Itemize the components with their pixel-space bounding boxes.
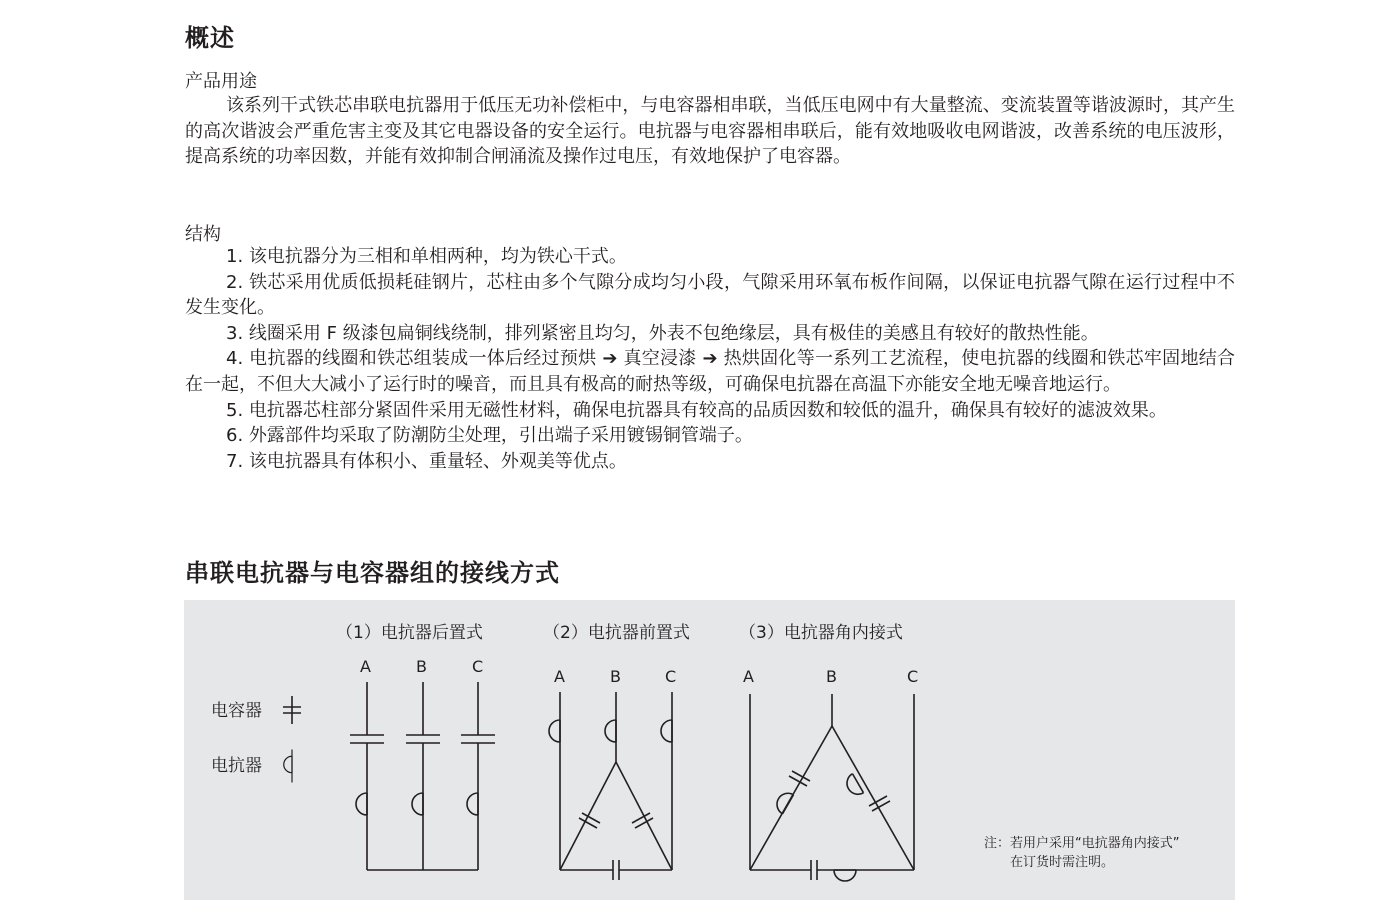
diagram1-phase-b: B [416,657,427,676]
diagram1-phase-c: C [472,657,484,676]
structure-list [185,244,1235,474]
usage-heading: 产品用途 [185,71,257,92]
diagram3-phase-c: C [907,667,919,686]
diagram2-phase-a: A [554,667,565,686]
reactor-legend-icon [284,750,292,783]
legend-capacitor-label: 电容器 [211,701,262,721]
diagram1-title: （1）电抗器后置式 [336,623,483,643]
structure-item-4: 4. 电抗器的线圈和铁芯组装成一体后经过预烘 ➔ 真空浸漆 ➔ 热烘固化等一系列工艺流程，使电抗器的线圈和铁芯牢固地结合在一起，不但大大减小了运行时的噪音，而且具有极高的耐热等级，可确保电抗器在高温下亦能安全地无噪音地运行。 [185,348,1235,395]
diagram1-phase-a: A [360,657,371,676]
structure-item-7: 7. 该电抗器具有体积小、重量轻、外观美等优点。 [226,450,627,472]
diagram3-title: （3）电抗器角内接式 [739,623,903,643]
diagram1-reactor-c [467,793,478,815]
diagram2-reactor-c [661,720,672,742]
diagram2-phase-b: B [610,667,621,686]
diagram3-circuit [750,694,914,880]
note-line-2: 在订货时需注明。 [1010,855,1115,870]
diagram2-title: （2）电抗器前置式 [543,623,690,643]
usage-paragraph: 该系列干式铁芯串联电抗器用于低压无功补偿柜中，与电容器相串联，当低压电网中有大量整流、变流装置等谐波源时，其产生的高次谐波会严重危害主变及其它电器设备的安全运行。电抗器与电容器相串联后，能有效地吸收电网谐波，改善系统的电压波形，提高系统的功率因数，并能有效抑制合闸涌流及操作过电压，有效地保护了电容器。 [185,95,1235,168]
structure-heading: 结构 [185,224,221,245]
structure-item-2: 2. 铁芯采用优质低损耗硅钢片，芯柱由多个气隙分成均匀小段，气隙采用环氧布板作间隔，以保证电抗器气隙在运行过程中不发生变化。 [185,271,1235,319]
diagram1-reactor-a [356,793,367,815]
structure-item-1: 1. 该电抗器分为三相和单相两种，均为铁心干式。 [226,246,627,267]
capacitor-legend-icon [283,696,301,724]
wiring-diagram-panel [184,600,1235,900]
diagram2-reactor-a [549,720,560,742]
diagram3-reactor-bottom [834,870,856,881]
diagram1-reactor-b [412,793,423,815]
note-line-1: 注：若用户采用“电抗器角内接式” [984,836,1180,851]
diagram1-circuit [350,682,495,870]
structure-item-3: 3. 线圈采用 F 级漆包扁铜线绕制，排列紧密且均匀，外表不包绝缘层，具有极佳的美感且有较好的散热性能。 [226,322,1099,344]
diagram2-reactor-b [605,720,616,742]
overview-title: 概述 [185,24,235,52]
legend-reactor-label: 电抗器 [211,756,262,776]
structure-item-6: 6. 外露部件均采取了防潮防尘处理，引出端子采用镀锡铜管端子。 [226,425,753,447]
diagram3-phase-b: B [826,667,837,686]
diagram2-phase-c: C [665,667,677,686]
diagram3-phase-a: A [743,667,754,686]
wiring-diagrams-svg [184,600,1235,900]
wiring-title: 串联电抗器与电容器组的接线方式 [185,559,560,587]
structure-item-5: 5. 电抗器芯柱部分紧固件采用无磁性材料，确保电抗器具有较高的品质因数和较低的温升，确保具有较好的滤波效果。 [226,399,1167,421]
